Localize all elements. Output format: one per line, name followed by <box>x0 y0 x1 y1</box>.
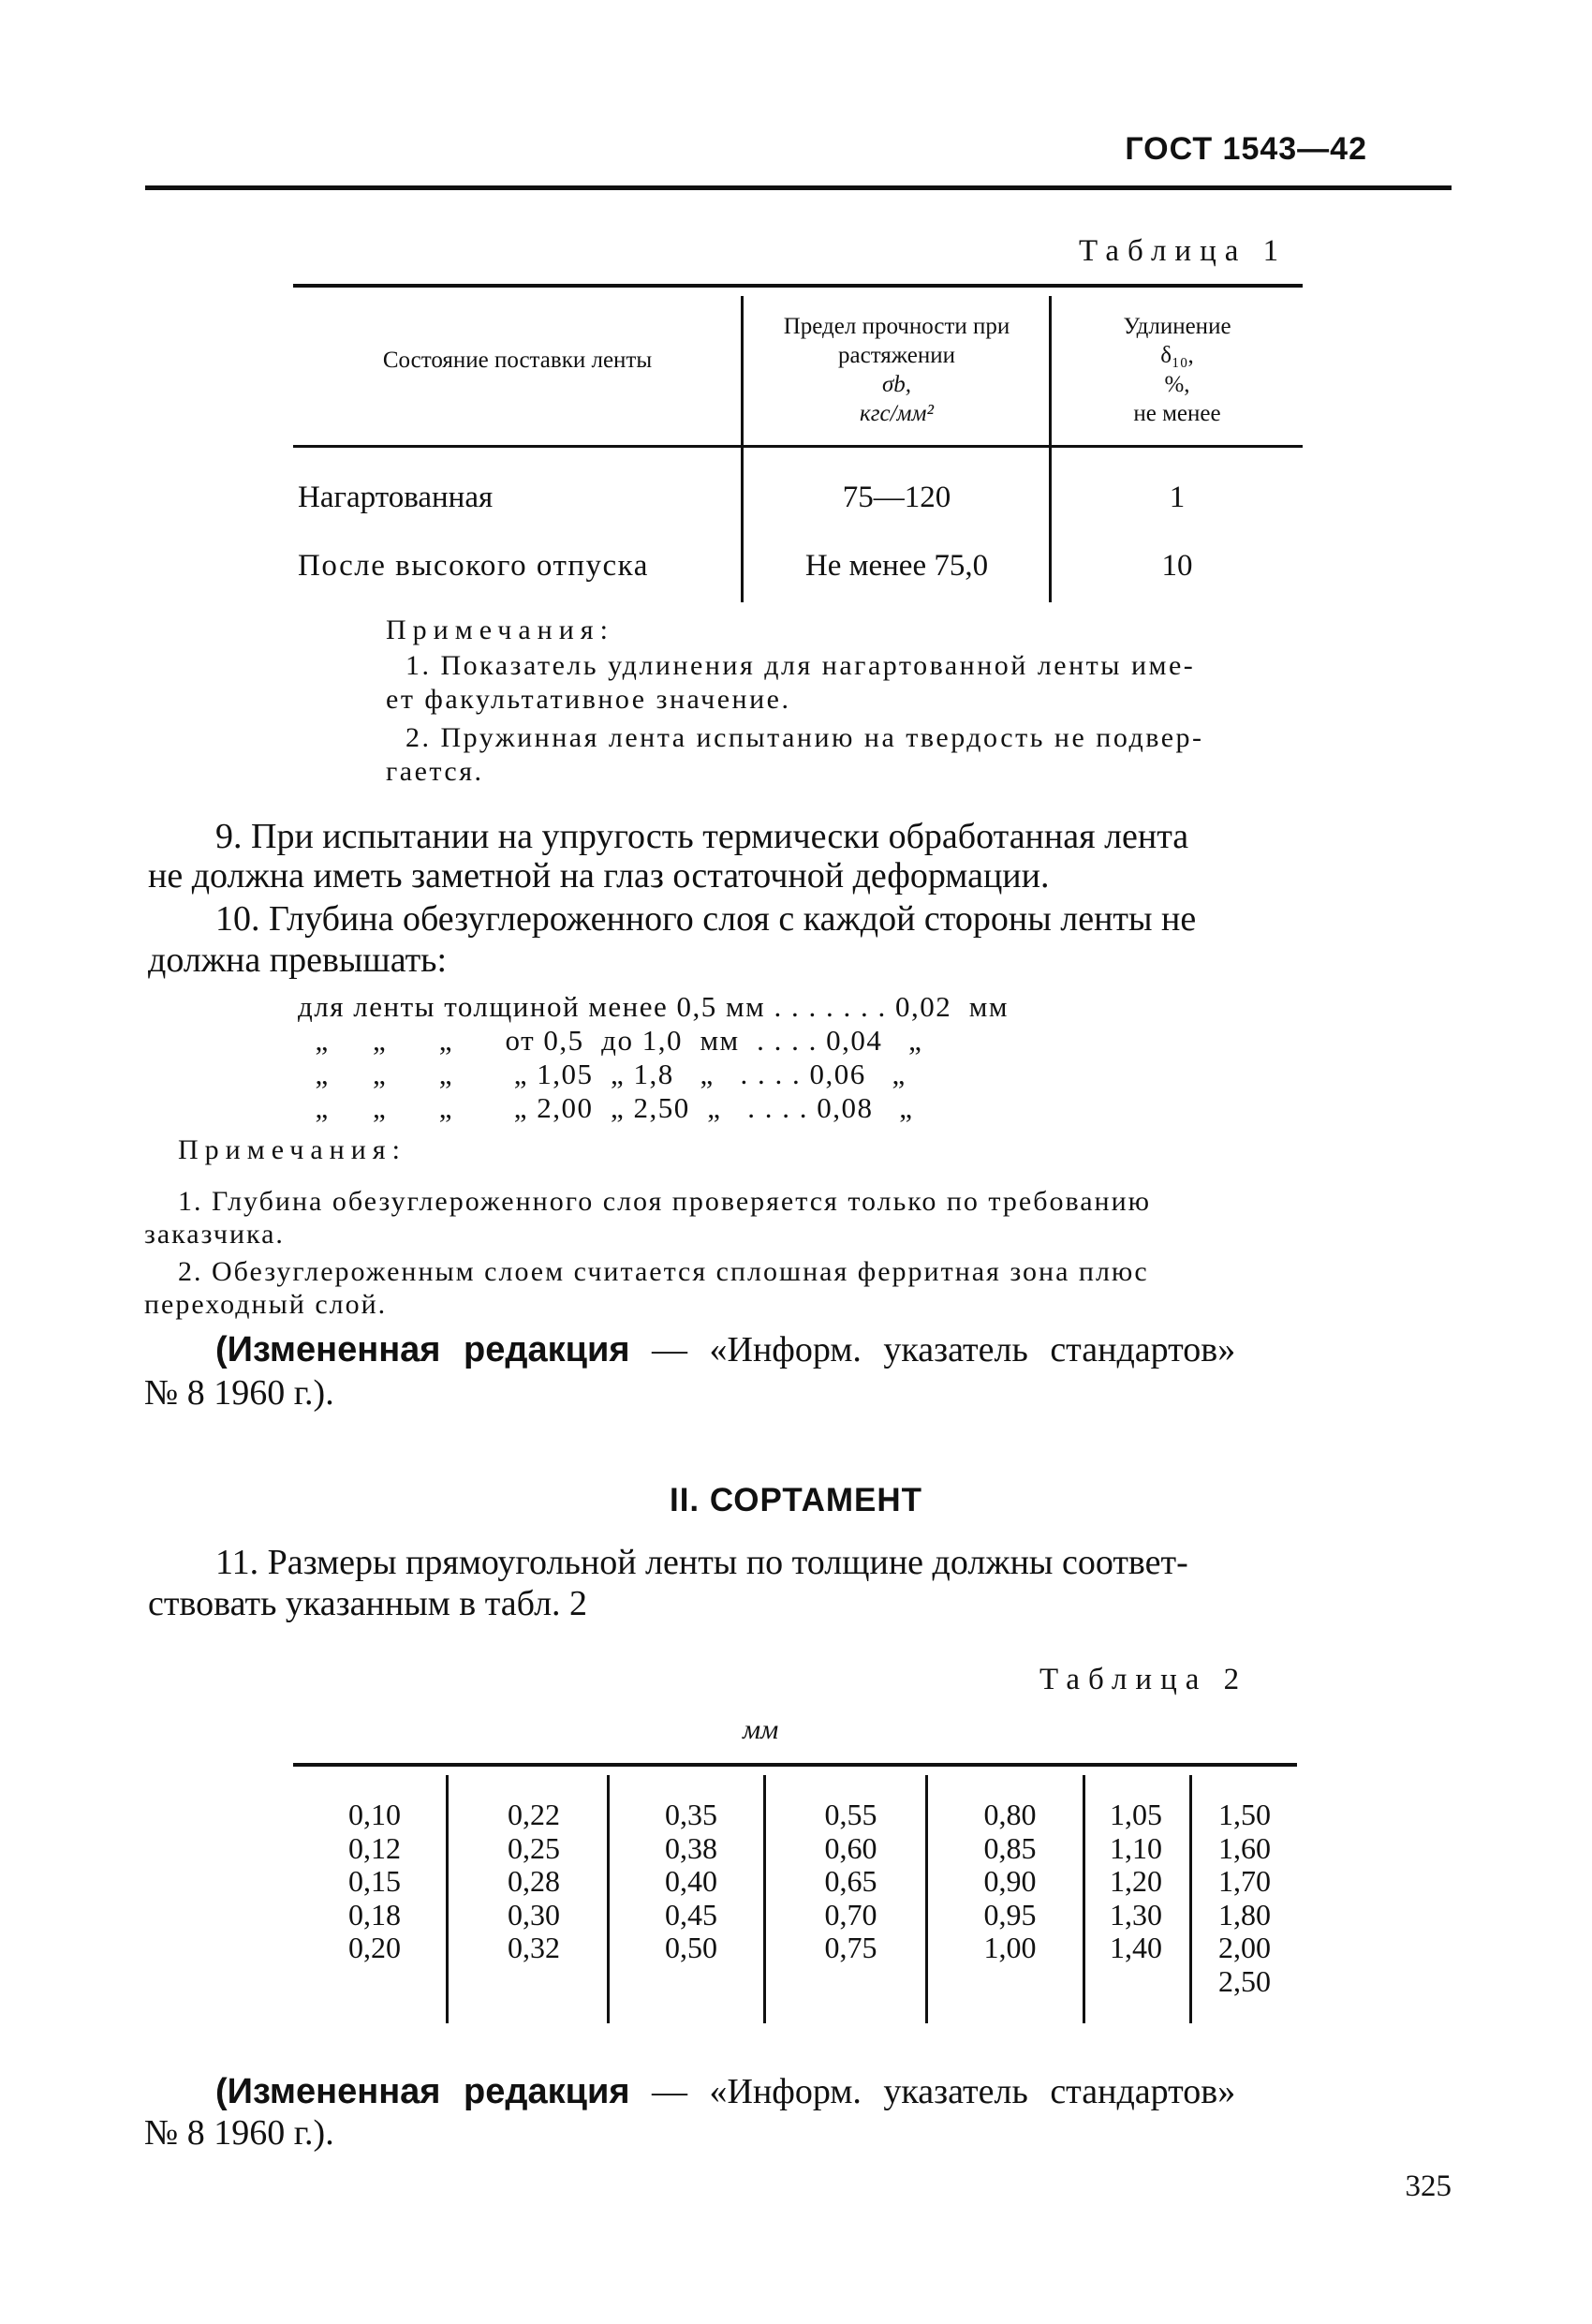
document-header: ГОСТ 1543—42 <box>1125 131 1367 167</box>
table2-cell: 0,25 <box>508 1830 560 1865</box>
table1-header-elongation-symbol: δ₁₀, <box>1160 343 1194 368</box>
table2-top-rule <box>293 1763 1297 1767</box>
table1-row1-state: Нагартованная <box>298 481 494 514</box>
table1-caption: Таблица 1 <box>1079 234 1288 268</box>
table2-divider-6 <box>1189 1775 1192 2023</box>
table1-header-strength-symbol: σb, <box>881 372 912 397</box>
table2-cell: 0,18 <box>348 1897 401 1932</box>
clause9-line1: 9. При испытании на упругость термически обработанная лента <box>215 817 1189 856</box>
table2-cell: 1,00 <box>983 1931 1037 1964</box>
table2-divider-4 <box>925 1775 928 2023</box>
decarb-list-item-1: для ленты толщиной менее 0,5 мм . . . . . . . 0,02 мм <box>298 990 1009 1023</box>
table2-cell: 0,30 <box>508 1897 560 1932</box>
table2-divider-1 <box>446 1775 449 2023</box>
table2-col-6 <box>1086 1799 1186 1965</box>
table2-cell: 2,50 <box>1218 1963 1271 1998</box>
table2-divider-2 <box>607 1775 610 2023</box>
clause9-line2: не должна иметь заметной на глаз остаточной деформации. <box>148 856 1050 896</box>
table2-cell: 0,70 <box>824 1897 877 1932</box>
table2-col-1 <box>309 1799 440 1965</box>
table2-cell: 0,85 <box>983 1830 1037 1865</box>
table1-header-elongation-min: не менее <box>1133 401 1221 426</box>
table1-row2-strength: Не менее 75,0 <box>804 549 989 583</box>
notes2-1a: 1. Глубина обезуглероженного слоя проверяется только по требованию <box>178 1186 1152 1217</box>
decarb-list-item-4: „ „ „ „ 2,00 „ 2,50 „ . . . . 0,08 „ <box>298 1091 914 1124</box>
table2-divider-3 <box>763 1775 766 2023</box>
table1-header-strength <box>749 312 1044 428</box>
table2-cell: 0,75 <box>824 1931 877 1964</box>
amendment-1-rest: — «Информ. указатель стандартов» <box>629 1330 1236 1369</box>
table2-cell: 0,65 <box>824 1864 877 1898</box>
table1-header-strength-label: Предел прочности при растяжении <box>783 314 1010 368</box>
table1-note-2b: гается. <box>386 756 484 787</box>
table2-cell: 1,80 <box>1218 1897 1271 1932</box>
clause11-line1: 11. Размеры прямоугольной ленты по толщине должны соответ- <box>215 1543 1188 1582</box>
amendment-note-2 <box>215 2072 1235 2111</box>
clause11-line2: ствовать указанным в табл. 2 <box>148 1584 588 1623</box>
table2-cell: 2,00 <box>1218 1931 1271 1964</box>
table1-row1-strength: 75—120 <box>842 481 951 514</box>
table2-cell: 0,80 <box>983 1798 1037 1831</box>
table1-col-divider-1 <box>741 296 744 602</box>
amendment-2-line2: № 8 1960 г.). <box>144 2113 334 2153</box>
table2-cell: 0,90 <box>983 1864 1037 1898</box>
amendment-1-bold: (Измененная редакция <box>215 1330 630 1369</box>
table1-top-rule <box>293 284 1303 288</box>
table2-cell: 1,20 <box>1110 1864 1162 1898</box>
table2-cell: 0,22 <box>508 1798 560 1831</box>
table2-cell: 0,20 <box>348 1931 401 1964</box>
table2-cell: 0,28 <box>508 1864 560 1898</box>
amendment-1-line2: № 8 1960 г.). <box>144 1373 334 1413</box>
table2-cell: 1,70 <box>1218 1864 1271 1898</box>
decarb-list-item-2: „ „ „ от 0,5 до 1,0 мм . . . . 0,04 „ <box>298 1024 923 1057</box>
amendment-2-bold: (Измененная редакция <box>215 2072 630 2111</box>
table2-cell: 0,60 <box>824 1830 877 1865</box>
table2-cell: 0,45 <box>665 1897 717 1932</box>
header-rule <box>145 185 1452 190</box>
notes2-1b: заказчика. <box>144 1219 285 1250</box>
table2-cell: 1,05 <box>1110 1798 1162 1831</box>
table2-cell: 0,32 <box>508 1931 560 1964</box>
table2-col-2 <box>468 1799 599 1965</box>
table1-header-elongation <box>1056 312 1298 428</box>
table1-note-1a: 1. Показатель удлинения для нагартованной ленты име- <box>405 650 1196 681</box>
table2-caption: Таблица 2 <box>1039 1663 1248 1696</box>
table1-note-1b: ет факультативное значение. <box>386 684 791 715</box>
table1-col-divider-2 <box>1049 296 1052 602</box>
table2-cell: 1,40 <box>1110 1931 1162 1964</box>
table2-cell: 0,10 <box>348 1798 401 1831</box>
table1-row2-elongation: 10 <box>1161 549 1193 583</box>
table2-col-7 <box>1195 1799 1294 1998</box>
decarb-list-item-3: „ „ „ „ 1,05 „ 1,8 „ . . . . 0,06 „ <box>298 1058 907 1090</box>
table2-col-4 <box>783 1799 919 1965</box>
table2-col-3 <box>626 1799 757 1965</box>
clause10-line2: должна превышать: <box>148 940 448 980</box>
table2-cell: 0,95 <box>983 1897 1037 1932</box>
table1-header-elongation-label: Удлинение <box>1123 314 1231 339</box>
table1-note-2a: 2. Пружинная лента испытанию на твердость не подвер- <box>405 722 1204 753</box>
table2-cell: 0,38 <box>665 1830 717 1865</box>
table2-col-5 <box>942 1799 1078 1965</box>
table2-cell: 0,40 <box>665 1864 717 1898</box>
amendment-2-rest: — «Информ. указатель стандартов» <box>629 2072 1236 2111</box>
table1-header-strength-unit: кгс/мм² <box>860 401 934 426</box>
table1-header-elongation-unit: %, <box>1164 372 1190 397</box>
table1-row2-state: После высокого отпуска <box>298 549 649 583</box>
table2-cell: 1,50 <box>1218 1798 1271 1831</box>
amendment-note-1 <box>215 1330 1235 1369</box>
table2-unit: мм <box>743 1714 779 1745</box>
notes2-2b: переходный слой. <box>144 1289 388 1320</box>
table2-divider-5 <box>1083 1775 1085 2023</box>
section-title: II. СОРТАМЕНТ <box>669 1482 922 1518</box>
table2-cell: 0,55 <box>824 1798 877 1831</box>
table2-cell: 0,50 <box>665 1931 717 1964</box>
table2-cell: 0,12 <box>348 1830 401 1865</box>
table2-cell: 1,30 <box>1110 1897 1162 1932</box>
page-number: 325 <box>1405 2169 1452 2203</box>
table2-cell: 1,10 <box>1110 1830 1162 1865</box>
table1-row1-elongation: 1 <box>1169 481 1186 514</box>
notes2-2a: 2. Обезуглероженным слоем считается сплошная ферритная зона плюс <box>178 1256 1149 1287</box>
clause10-line1: 10. Глубина обезуглероженного слоя с каждой стороны ленты не <box>215 899 1197 939</box>
table2-cell: 0,35 <box>665 1798 717 1831</box>
table1-notes-title: Примечания: <box>386 614 614 645</box>
table1-header-rule <box>293 445 1303 448</box>
notes2-title: Примечания: <box>178 1134 406 1165</box>
table1-header-state: Состояние поставки ленты <box>382 348 653 373</box>
table2-cell: 1,60 <box>1218 1830 1271 1865</box>
table2-cell: 0,15 <box>348 1864 401 1898</box>
